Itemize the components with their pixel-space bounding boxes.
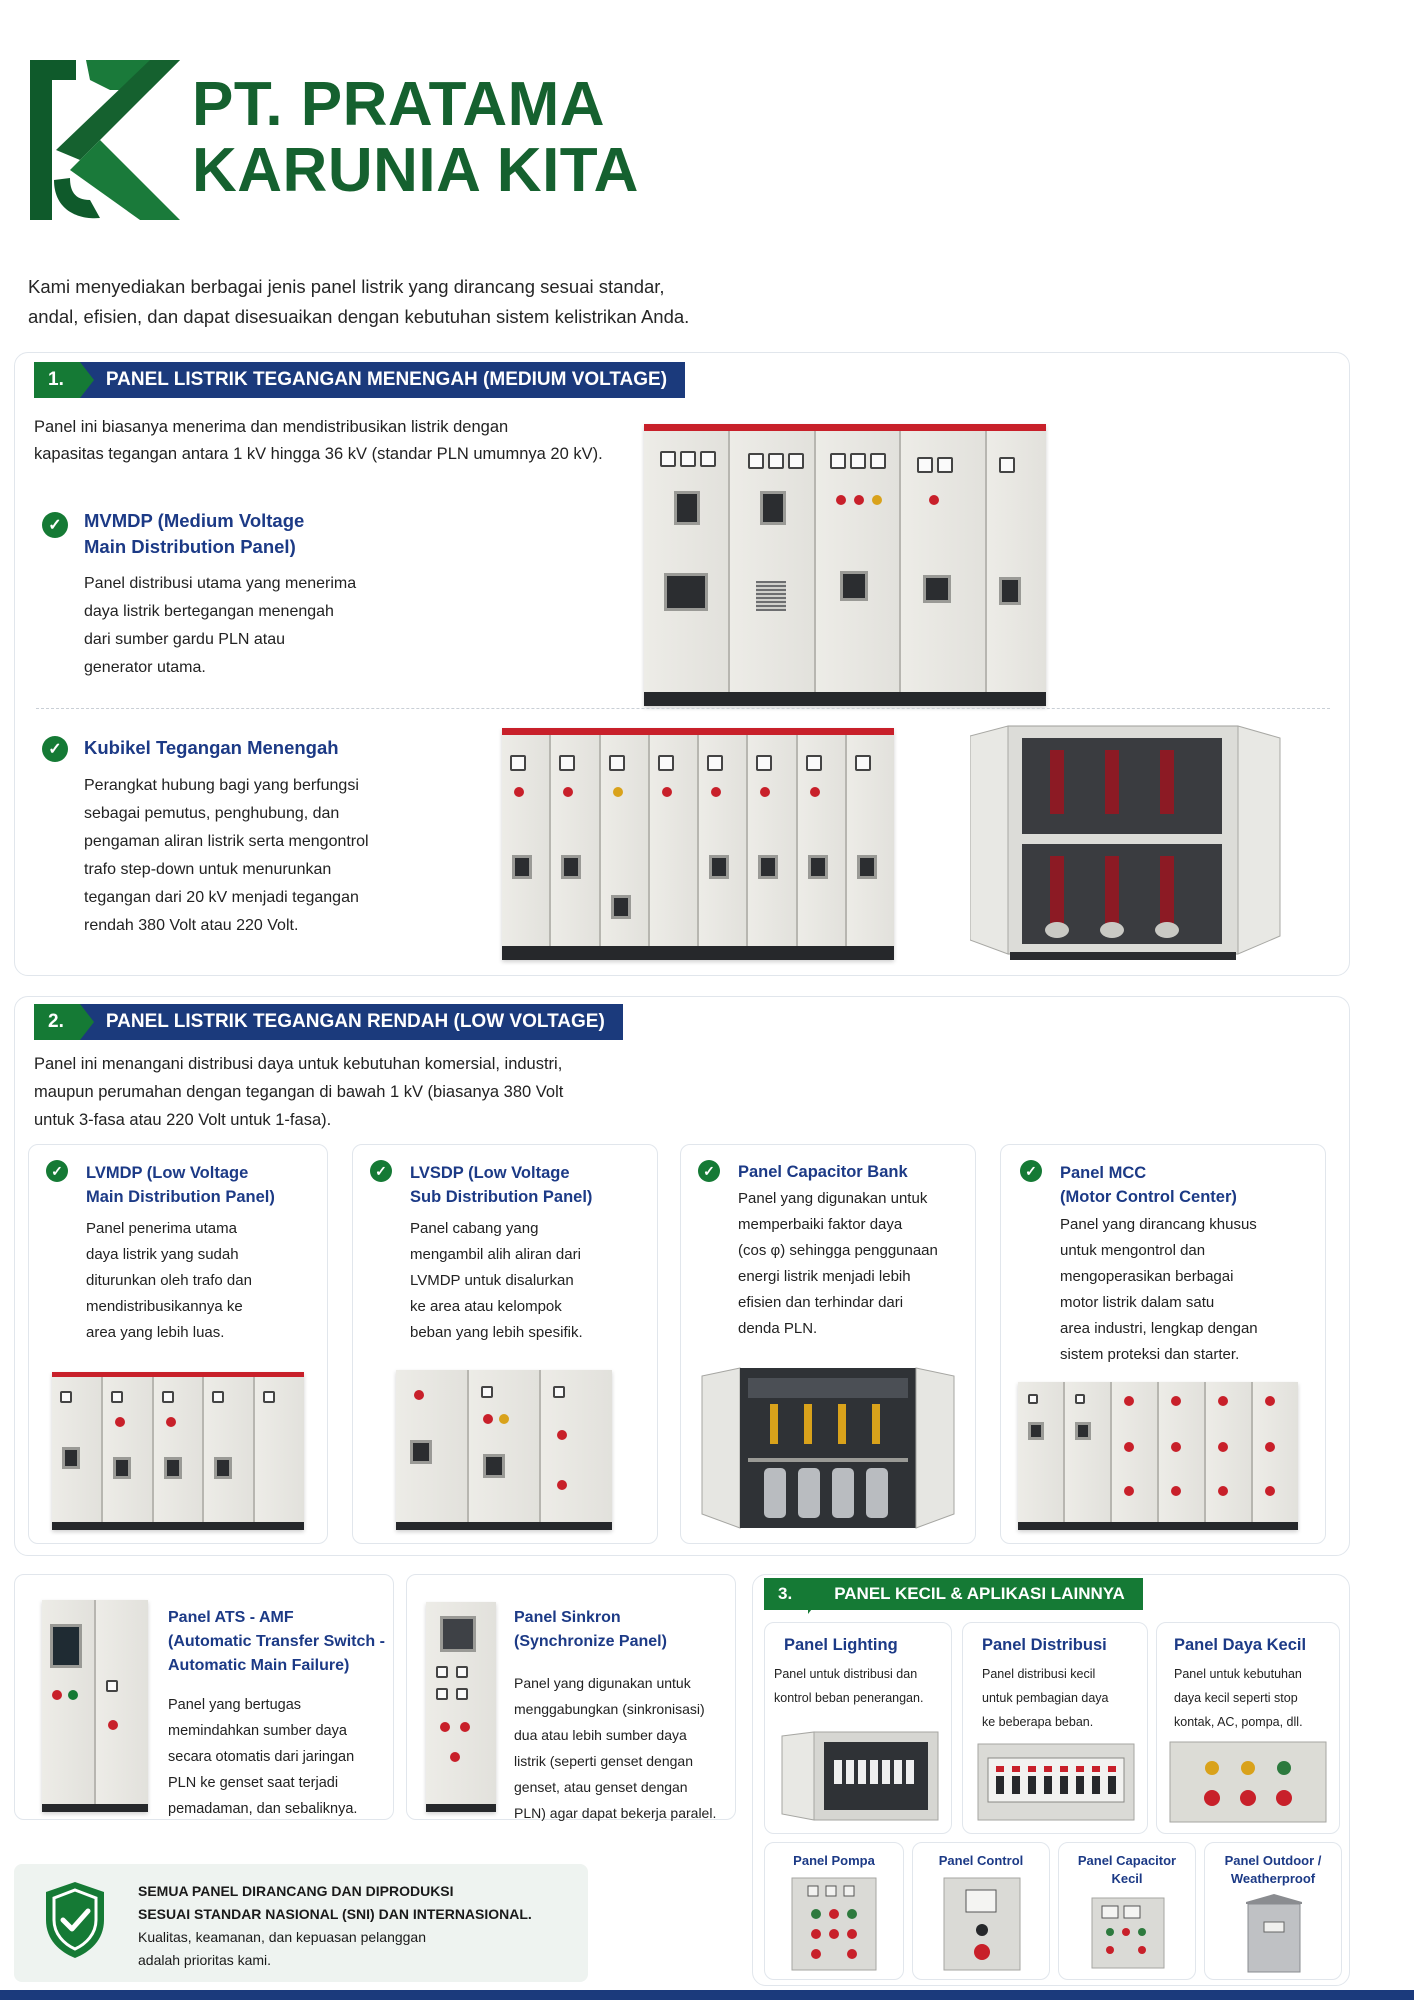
company-logo-icon (30, 50, 190, 226)
lvmdp-desc-line: mendistribusikannya ke (86, 1298, 243, 1315)
mcc-desc-line: motor listrik dalam satu (1060, 1294, 1215, 1311)
sinkron-desc-line: PLN) agar dapat bekerja paralel. (514, 1805, 717, 1821)
capacitor-desc-line: denda PLN. (738, 1320, 818, 1337)
mcc-desc-line: mengoperasikan berbagai (1060, 1268, 1234, 1285)
capacitor-desc-line: energi listrik menjadi lebih (738, 1268, 911, 1285)
mvmdp-desc-line: Panel distribusi utama yang menerima (84, 575, 357, 592)
lvsdp-title (410, 1161, 592, 1209)
lvmdp-title (86, 1161, 275, 1209)
lvmdp-desc-line: Panel penerima utama (86, 1220, 237, 1237)
standard-badge-text (138, 1880, 532, 1972)
panel-control-title: Panel Control (938, 1853, 1024, 1868)
capacitor-desc-line: Panel yang digunakan untuk (738, 1190, 928, 1207)
ats-desc-line: secara otomatis dari jaringan (168, 1749, 355, 1765)
panel-bay (52, 1377, 103, 1522)
panel-bay (748, 735, 797, 946)
ats-desc-line: pemadaman, dan sebaliknya. (168, 1801, 358, 1817)
ats-title-line: Automatic Main Failure) (168, 1657, 350, 1674)
kubikel-desc-line: trafo step-down untuk menurunkan (84, 861, 332, 878)
panel-bay (847, 735, 894, 946)
check-icon: ✓ (46, 1160, 68, 1182)
capacitor-kecil-title-line: Panel Capacitor (1077, 1853, 1177, 1868)
panel-bay (1018, 1382, 1065, 1522)
section2-description (34, 1050, 654, 1134)
panel-bay (96, 1600, 148, 1804)
section1-title: PANEL LISTRIK TEGANGAN MENENGAH (MEDIUM VOLTAGE) (80, 362, 685, 398)
section1-description (34, 414, 654, 468)
ats-title (168, 1606, 385, 1678)
intro-text (28, 272, 788, 332)
check-icon: ✓ (42, 736, 68, 762)
lvsdp-title-line: Sub Distribution Panel) (410, 1188, 593, 1206)
capacitor-bank-title: Panel Capacitor Bank (738, 1163, 908, 1181)
capacitor-desc-line: (cos φ) sehingga penggunaan (738, 1242, 938, 1259)
mvmdp-title-line: Main Distribution Panel) (84, 536, 296, 557)
kubikel-title: Kubikel Tegangan Menengah (84, 737, 339, 758)
panel-bay (901, 431, 987, 692)
mvmdp-panel-image (644, 424, 1046, 706)
intro-line: andal, efisien, dan dapat disesuaikan dengan kebutuhan sistem kelistrikan Anda. (28, 306, 690, 327)
mcc-description (1060, 1212, 1258, 1368)
badge-title-line: SEMUA PANEL DIRANCANG DAN DIPRODUKSI (138, 1883, 454, 1899)
panel-bay (426, 1602, 496, 1804)
company-name (192, 72, 639, 204)
panel-outdoor-image (1244, 1892, 1304, 1974)
lighting-desc-line: kontrol beban penerangan. (774, 1691, 924, 1705)
lvsdp-title-line: LVSDP (Low Voltage (410, 1164, 570, 1182)
panel-bay (541, 1370, 612, 1522)
panel-daya-kecil-title: Panel Daya Kecil (1174, 1636, 1307, 1654)
mvmdp-description (84, 570, 356, 682)
ats-panel-image (42, 1600, 148, 1812)
open-kubikel-image (970, 722, 1286, 962)
sinkron-desc-line: genset, atau genset dengan (514, 1779, 688, 1795)
panel-bay (502, 735, 551, 946)
sinkron-desc-line: Panel yang digunakan untuk (514, 1675, 691, 1691)
panel-bay (644, 431, 730, 692)
panel-lighting-title: Panel Lighting (784, 1636, 898, 1654)
panel-control-image (940, 1876, 1024, 1972)
lvmdp-panel-image (52, 1372, 304, 1530)
company-name-line2: KARUNIA KITA (192, 136, 639, 205)
panel-distribusi-image (976, 1742, 1136, 1822)
sinkron-title-line: Panel Sinkron (514, 1609, 621, 1626)
badge-title-line: SESUAI STANDAR NASIONAL (SNI) DAN INTERNASIONAL. (138, 1906, 532, 1922)
panel-distribusi-title: Panel Distribusi (982, 1636, 1107, 1654)
lvmdp-desc-line: diturunkan oleh trafo dan (86, 1272, 252, 1289)
daya-kecil-desc-line: daya kecil seperti stop (1174, 1691, 1298, 1705)
kubikel-desc-line: Perangkat hubung bagi yang berfungsi (84, 777, 359, 794)
mvmdp-title (84, 508, 304, 560)
kubikel-desc-line: rendah 380 Volt atau 220 Volt. (84, 917, 299, 934)
capacitor-kecil-title-line: Kecil (1111, 1871, 1143, 1886)
ats-desc-line: PLN ke genset saat terjadi (168, 1775, 339, 1791)
lvsdp-desc-line: beban yang lebih spesifik. (410, 1324, 583, 1341)
panel-bay (1065, 1382, 1112, 1522)
lvmdp-title-line: LVMDP (Low Voltage (86, 1164, 249, 1182)
panel-distribusi-description (982, 1662, 1108, 1734)
lvmdp-description (86, 1216, 252, 1346)
section3-title: PANEL KECIL & APLIKASI LAINNYA (808, 1578, 1143, 1610)
panel-lighting-description (774, 1662, 923, 1710)
kubikel-desc-line: pengaman aliran listrik serta mengontrol (84, 833, 369, 850)
section3-number: 3. (764, 1578, 808, 1610)
section3-header (764, 1578, 1143, 1610)
panel-capacitor-kecil-image (1090, 1896, 1166, 1970)
intro-line: Kami menyediakan berbagai jenis panel listrik yang dirancang sesuai standar, (28, 276, 665, 297)
lvmdp-desc-line: area yang lebih luas. (86, 1324, 225, 1341)
panel-outdoor-title (1204, 1852, 1342, 1888)
mcc-title-line: (Motor Control Center) (1060, 1188, 1237, 1206)
panel-bay (154, 1377, 205, 1522)
ats-title-line: Panel ATS - AMF (168, 1609, 294, 1626)
panel-bay (699, 735, 748, 946)
panel-daya-kecil-description (1174, 1662, 1303, 1734)
lvsdp-description (410, 1216, 583, 1346)
sinkron-panel-image (426, 1602, 496, 1812)
sinkron-title-line: (Synchronize Panel) (514, 1633, 667, 1650)
panel-bay (1253, 1382, 1298, 1522)
panel-bay (1112, 1382, 1159, 1522)
daya-kecil-desc-line: Panel untuk kebutuhan (1174, 1667, 1302, 1681)
panel-bay (204, 1377, 255, 1522)
panel-pompa-title: Panel Pompa (793, 1853, 875, 1868)
lvsdp-desc-line: Panel cabang yang (410, 1220, 539, 1237)
sinkron-desc-line: listrik (seperti genset dengan (514, 1753, 693, 1769)
shield-check-icon (42, 1880, 108, 1960)
panel-pompa-image (786, 1876, 882, 1972)
panel-bay (1206, 1382, 1253, 1522)
section1-number: 1. (34, 362, 80, 398)
section2-header (34, 1004, 623, 1040)
panel-bay (798, 735, 847, 946)
panel-capacitor-kecil-title (1058, 1852, 1196, 1888)
kubikel-desc-line: tegangan dari 20 kV menjadi tegangan (84, 889, 359, 906)
panel-bay (816, 431, 902, 692)
section2-desc-line: untuk 3-fasa atau 220 Volt untuk 1-fasa). (34, 1111, 332, 1129)
mcc-title-line: Panel MCC (1060, 1164, 1147, 1182)
section2-desc-line: Panel ini menangani distribusi daya untuk kebutuhan komersial, industri, (34, 1055, 563, 1073)
mcc-desc-line: area industri, lengkap dengan (1060, 1320, 1258, 1337)
distribusi-desc-line: ke beberapa beban. (982, 1715, 1094, 1729)
section2-desc-line: maupun perumahan dengan tegangan di bawah 1 kV (biasanya 380 Volt (34, 1083, 564, 1101)
mvmdp-desc-line: generator utama. (84, 659, 206, 676)
daya-kecil-desc-line: kontak, AC, pompa, dll. (1174, 1715, 1303, 1729)
mcc-title (1060, 1161, 1237, 1209)
footer-bar (0, 1990, 1414, 2000)
panel-bay (650, 735, 699, 946)
mcc-desc-line: sistem proteksi dan starter. (1060, 1346, 1240, 1363)
lighting-desc-line: Panel untuk distribusi dan (774, 1667, 918, 1681)
outdoor-title-line: Weatherproof (1230, 1871, 1316, 1886)
capacitor-desc-line: memperbaiki faktor daya (738, 1216, 903, 1233)
check-icon: ✓ (370, 1160, 392, 1182)
section2-number: 2. (34, 1004, 80, 1040)
badge-sub-line: Kualitas, keamanan, dan kepuasan pelanggan (138, 1929, 426, 1945)
sinkron-desc-line: dua atau lebih sumber daya (514, 1727, 687, 1743)
lvsdp-desc-line: ke area atau kelompok (410, 1298, 562, 1315)
section2-title: PANEL LISTRIK TEGANGAN RENDAH (LOW VOLTAGE) (80, 1004, 623, 1040)
mvmdp-desc-line: dari sumber gardu PLN atau (84, 631, 285, 648)
panel-bay (396, 1370, 469, 1522)
outdoor-title-line: Panel Outdoor / (1224, 1853, 1322, 1868)
panel-bay (987, 431, 1046, 692)
kubikel-description (84, 772, 369, 940)
panel-bay (103, 1377, 154, 1522)
lvsdp-panel-image (396, 1370, 612, 1530)
ats-description (168, 1692, 357, 1822)
mvmdp-title-line: MVMDP (Medium Voltage (84, 510, 305, 531)
panel-bay (255, 1377, 304, 1522)
mcc-panel-image (1018, 1382, 1298, 1530)
mcc-desc-line: Panel yang dirancang khusus (1060, 1216, 1257, 1233)
ats-title-line: (Automatic Transfer Switch - (168, 1633, 385, 1650)
panel-lighting-image (780, 1730, 940, 1822)
sinkron-title (514, 1606, 667, 1654)
sinkron-description (514, 1670, 716, 1826)
panel-daya-kecil-image (1168, 1740, 1328, 1824)
panel-bay (551, 735, 600, 946)
divider (36, 708, 1330, 709)
distribusi-desc-line: untuk pembagian daya (982, 1691, 1109, 1705)
capacitor-bank-image (700, 1364, 956, 1532)
lvsdp-desc-line: LVMDP untuk disalurkan (410, 1272, 574, 1289)
panel-bay (730, 431, 816, 692)
panel-bay (469, 1370, 542, 1522)
ats-desc-line: Panel yang bertugas (168, 1697, 302, 1713)
panel-bay (601, 735, 650, 946)
badge-sub-line: adalah prioritas kami. (138, 1952, 272, 1968)
company-name-line1: PT. PRATAMA (192, 70, 606, 139)
section1-desc-line: kapasitas tegangan antara 1 kV hingga 36 kV (standar PLN umumnya 20 kV). (34, 445, 603, 463)
check-icon: ✓ (698, 1160, 720, 1182)
kubikel-desc-line: sebagai pemutus, penghubung, dan (84, 805, 340, 822)
lvsdp-desc-line: mengambil alih aliran dari (410, 1246, 581, 1263)
capacitor-bank-description (738, 1186, 938, 1342)
check-icon: ✓ (42, 512, 68, 538)
distribusi-desc-line: Panel distribusi kecil (982, 1667, 1096, 1681)
section1-header (34, 362, 685, 398)
ats-desc-line: memindahkan sumber daya (168, 1723, 347, 1739)
kubikel-panel-image (502, 728, 894, 960)
sinkron-desc-line: menggabungkan (sinkronisasi) (514, 1701, 705, 1717)
panel-bay (42, 1600, 96, 1804)
section1-desc-line: Panel ini biasanya menerima dan mendistribusikan listrik dengan (34, 418, 509, 436)
panel-bay (1159, 1382, 1206, 1522)
lvmdp-title-line: Main Distribution Panel) (86, 1188, 275, 1206)
check-icon: ✓ (1020, 1160, 1042, 1182)
mvmdp-desc-line: daya listrik bertegangan menengah (84, 603, 334, 620)
mcc-desc-line: untuk mengontrol dan (1060, 1242, 1206, 1259)
lvmdp-desc-line: daya listrik yang sudah (86, 1246, 239, 1263)
capacitor-desc-line: efisien dan terhindar dari (738, 1294, 904, 1311)
